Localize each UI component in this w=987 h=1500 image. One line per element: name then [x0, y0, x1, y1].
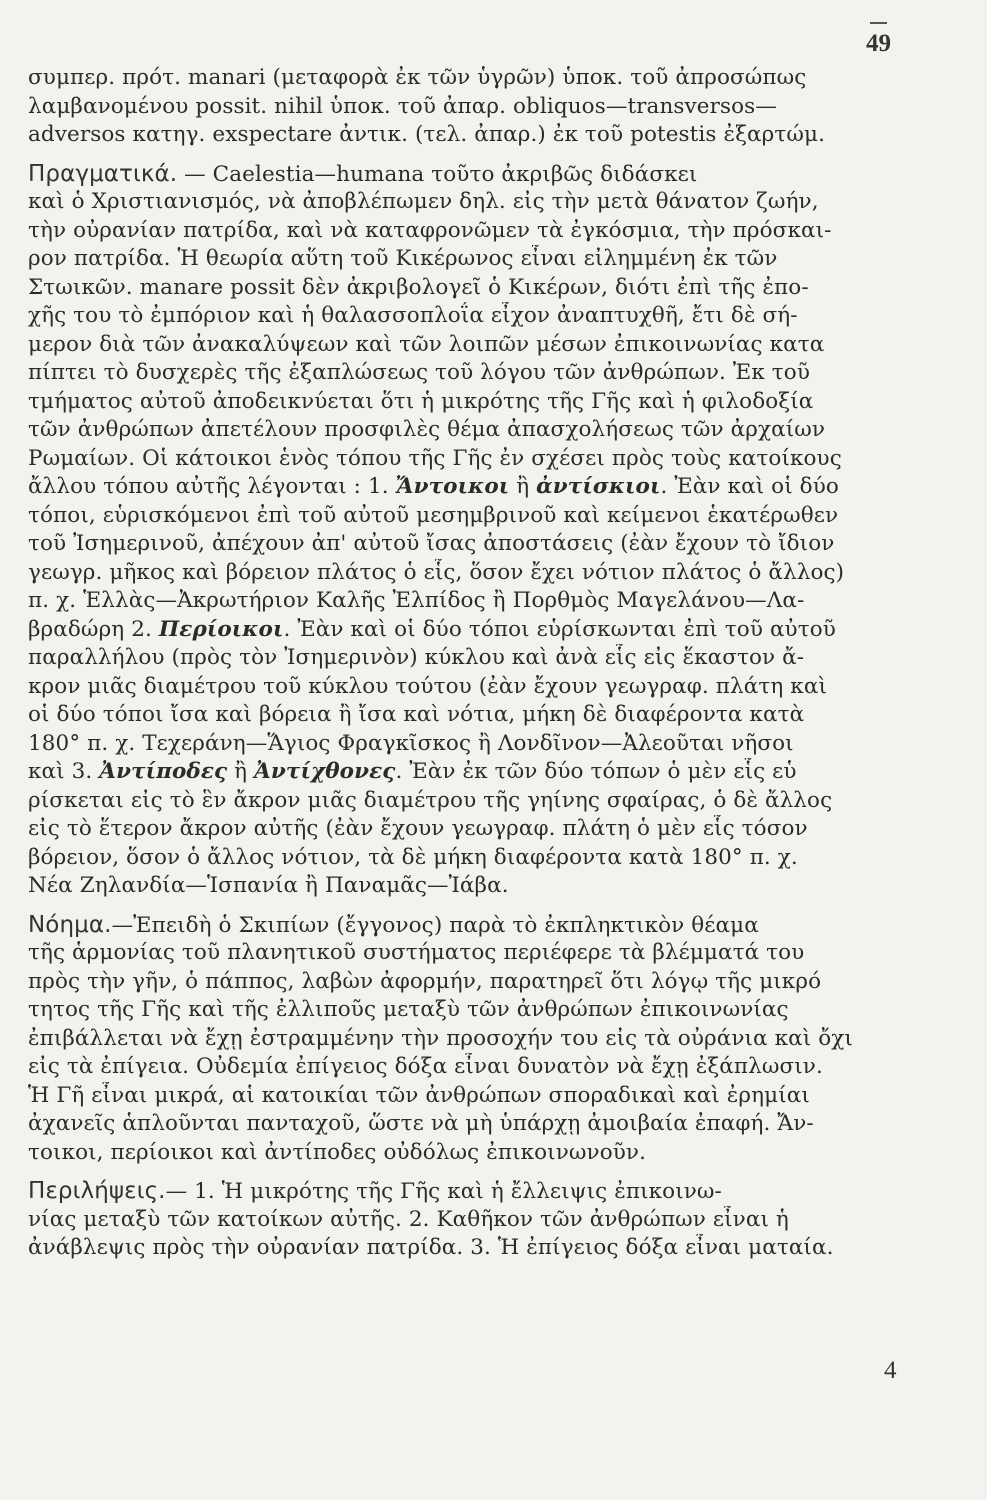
text-line [28, 968, 958, 997]
text-run: μερον διὰ τῶν ἀνακαλύψεων καὶ τῶν λοιπῶν μέσων ἐπικοινωνίας κατα [28, 331, 825, 357]
text-run: χῆς του τὸ ἐμπόριον καὶ ἡ θαλασσοπλοΐα εἶχον ἀναπτυχθῆ, ἔτι δὲ σή- [28, 303, 798, 328]
text-line [28, 160, 958, 189]
text-line [28, 815, 958, 844]
text-run: γεωγρ. μῆκος καὶ βόρειον πλάτος ὁ εἷς, ὅσον ἔχει νότιον πλάτος ὁ ἄλλος) [28, 559, 845, 585]
text-line [28, 1025, 958, 1054]
text-line [28, 93, 958, 122]
text-run: . Ἐὰν καὶ οἱ δύο [660, 474, 839, 499]
text-run: τῶν ἀνθρώπων ἀπετέλουν προσφιλὲς θέμα ἀπασχολήσεως τῶν ἀρχαίων [28, 417, 826, 442]
text-run: εἰς τὸ ἕτερον ἄκρον αὐτῆς (ἐὰν ἔχουν γεωγραφ. πλάτη ὁ μὲν εἷς τόσον [28, 816, 808, 841]
text-run: ἐπιβάλλεται νὰ ἔχῃ ἐστραμμένην τὴν προσοχήν του εἰς τὰ οὐράνια καὶ ὄχι [28, 1025, 853, 1051]
text-line [28, 388, 958, 417]
term-emphasis: Ἄντοικοι [395, 474, 510, 499]
text-run: π. χ. Ἑλλὰς—Ἀκρωτήριον Καλῆς Ἐλπίδος ἢ Πορθμὸς Μαγελάνου—Λα- [28, 588, 805, 613]
text-run: τμήματος αὐτοῦ ἀποδεικνύεται ὅτι ἡ μικρότης τῆς Γῆς καὶ ἡ φιλοδοξία [28, 388, 814, 414]
body-text [28, 64, 958, 1263]
text-line [28, 502, 958, 531]
text-run: ἢ [509, 474, 537, 499]
text-run: ρίσκεται εἰς τὸ ἓν ἄκρον μιᾶς διαμέτρου τῆς γηίνης σφαίρας, ὁ δὲ ἄλλος [28, 787, 833, 813]
text-line [28, 359, 958, 388]
section-heading: Νόημα. [28, 911, 112, 938]
text-line [28, 416, 958, 445]
text-line [28, 217, 958, 246]
text-run: πρὸς τὴν γῆν, ὁ πάππος, λαβὼν ἀφορμήν, παρατηρεῖ ὅτι λόγῳ τῆς μικρό [28, 968, 822, 994]
text-line [28, 644, 958, 673]
text-run: τῆς ἁρμονίας τοῦ πλανητικοῦ συστήματος περιέφερε τὰ βλέμματά του [28, 940, 805, 965]
text-run: τητος τῆς Γῆς καὶ τῆς ἐλλιποῦς μεταξὺ τῶν ἀνθρώπων ἐπικοινωνίας [28, 997, 789, 1022]
text-line [28, 530, 958, 559]
term-emphasis: Περίοικοι [158, 616, 284, 642]
text-run: — Caelestia—humana τοῦτο ἀκριβῶς διδάσκει [177, 161, 698, 187]
paragraph-gap [28, 150, 958, 160]
text-run: οἱ δύο τόποι ἴσα καὶ βόρεια ἢ ἴσα καὶ νότια, μήκη δὲ διαφέροντα κατὰ [28, 702, 805, 727]
text-run: ρον πατρίδα. Ἡ θεωρία αὕτη τοῦ Κικέρωνος εἶναι εἰλημμένη ἐκ τῶν [28, 246, 778, 271]
text-run: Ρωμαίων. Οἱ κάτοικοι ἑνὸς τόπου τῆς Γῆς ἐν σχέσει πρὸς τοὺς κατοίκους [28, 445, 842, 471]
text-run: . Ἐὰν ἐκ τῶν δύο τόπων ὁ μὲν εἷς εὑ [395, 759, 797, 784]
text-line [28, 121, 958, 150]
section-heading: Περιλήψεις. [28, 1178, 166, 1204]
text-line [28, 673, 958, 702]
term-emphasis: ἀντίσκιοι [536, 474, 661, 499]
text-run: —Ἐπειδὴ ὁ Σκιπίων (ἔγγονος) παρὰ τὸ ἐκπληκτικὸν θέαμα [111, 912, 759, 938]
text-run: τόποι, εὑρισκόμενοι ἐπὶ τοῦ αὐτοῦ μεσημβρινοῦ καὶ κείμενοι ἑκατέρωθεν [28, 502, 839, 528]
text-run: τοῦ Ἰσημερινοῦ, ἀπέχουν ἀπ' αὐτοῦ ἴσας ἀποστάσεις (ἐὰν ἔχουν τὸ ἴδιον [28, 531, 835, 556]
text-run: βραδώρη 2. [28, 616, 159, 642]
text-run: καὶ ὁ Χριστιανισμός, νὰ ἀποβλέπωμεν δηλ. εἰς τὴν μετὰ θάνατον ζωήν, [28, 189, 819, 214]
text-run: καὶ 3. [28, 759, 100, 784]
text-run: adversos κατηγ. exspectare ἀντικ. (τελ. ἀπαρ.) ἐκ τοῦ potestis ἐξαρτώμ. [28, 122, 826, 147]
text-line [28, 1082, 958, 1111]
text-line [28, 730, 958, 759]
text-line [28, 939, 958, 968]
text-line [28, 787, 958, 816]
text-line [28, 64, 958, 93]
signature-mark: 4 [884, 1357, 897, 1384]
text-run: νίας μεταξὺ τῶν κατοίκων αὐτῆς. 2. Καθῆκον τῶν ἀνθρώπων εἶναι ἡ [28, 1206, 789, 1232]
text-line [28, 188, 958, 217]
text-line [28, 758, 958, 787]
page-number: 49 [866, 30, 891, 57]
text-line [28, 1234, 958, 1263]
text-run: λαμβανομένου possit. nihil ὑποκ. τοῦ ἀπαρ. obliquos—transversos— [28, 93, 777, 119]
term-emphasis: Ἀντίποδες [99, 759, 228, 784]
text-run: συμπερ. πρότ. manari (μεταφορὰ ἐκ τῶν ὑγρῶν) ὑποκ. τοῦ ἀπροσώπως [28, 65, 807, 90]
text-run: Ἡ Γῆ εἶναι μικρά, αἱ κατοικίαι τῶν ἀνθρώπων σποραδικαὶ καὶ ἐρημίαι [28, 1082, 810, 1108]
text-line [28, 701, 958, 730]
text-run: 180° π. χ. Τεχεράνη—Ἅγιος Φραγκῖσκος ἢ Λονδῖνον—Ἀλεοῦται νῆσοι [28, 730, 794, 756]
text-run: — 1. Ἡ μικρότης τῆς Γῆς καὶ ἡ ἔλλειψις ἐπικοινω- [165, 1179, 722, 1204]
text-line [28, 616, 958, 645]
paragraph-gap [28, 901, 958, 911]
section-heading: Πραγματικά. [28, 160, 178, 187]
text-run: τὴν οὐρανίαν πατρίδα, καὶ νὰ καταφρονῶμεν τὰ ἐγκόσμια, τὴν πρόσκαι- [28, 217, 832, 243]
text-run: ἢ [227, 759, 255, 784]
text-line [28, 911, 958, 940]
text-line [28, 872, 958, 901]
text-line [28, 331, 958, 360]
text-run: εἰς τὰ ἐπίγεια. Οὐδεμία ἐπίγειος δόξα εἶναι δυνατὸν νὰ ἔχῃ ἐξάπλωσιν. [28, 1054, 823, 1079]
text-line [28, 473, 958, 502]
text-run: κρον μιᾶς διαμέτρου τοῦ κύκλου τούτου (ἐὰν ἔχουν γεωγραφ. πλάτη καὶ [28, 673, 827, 699]
text-line [28, 844, 958, 873]
text-run: ἄλλου τόπου αὐτῆς λέγονται : 1. [28, 474, 396, 499]
text-run: παραλλήλου (πρὸς τὸν Ἰσημερινὸν) κύκλου καὶ ἀνὰ εἷς εἰς ἕκαστον ἄ- [28, 645, 805, 670]
text-run: ἀχανεῖς ἁπλοῦνται πανταχοῦ, ὥστε νὰ μὴ ὑπάρχῃ ἀμοιβαία ἐπαφή. Ἄν- [28, 1111, 814, 1136]
text-line [28, 559, 958, 588]
text-line [28, 1110, 958, 1139]
text-run: βόρειον, ὅσον ὁ ἄλλος νότιον, τὰ δὲ μήκη διαφέροντα κατὰ 180° π. χ. [28, 844, 798, 870]
text-line [28, 1053, 958, 1082]
text-run: . Ἐὰν καὶ οἱ δύο τόποι εὑρίσκωνται ἐπὶ τοῦ αὐτοῦ [283, 616, 836, 642]
text-line [28, 1206, 958, 1235]
text-line [28, 302, 958, 331]
text-line [28, 587, 958, 616]
term-emphasis: Ἀντίχθονες [254, 759, 396, 784]
text-run: ἀνάβλεψις πρὸς τὴν οὐρανίαν πατρίδα. 3. Ἡ ἐπίγειος δόξα εἶναι ματαία. [28, 1235, 834, 1260]
text-line [28, 274, 958, 303]
text-line [28, 245, 958, 274]
text-line [28, 1177, 958, 1206]
text-run: τοικοι, περίοικοι καὶ ἀντίποδες οὐδόλως ἐπικοινωνοῦν. [28, 1139, 647, 1165]
text-line [28, 445, 958, 474]
text-run: Νέα Ζηλανδία—Ἱσπανία ἢ Παναμᾶς—Ἰάβα. [28, 873, 509, 898]
text-run: πίπτει τὸ δυσχερὲς τῆς ἐξαπλώσεως τοῦ λόγου τῶν ἀνθρώπων. Ἐκ τοῦ [28, 360, 810, 385]
text-line [28, 1139, 958, 1168]
text-line [28, 996, 958, 1025]
paragraph-gap [28, 1167, 958, 1177]
text-run: Στωικῶν. manare possit δὲν ἀκριβολογεῖ ὁ Κικέρων, διότι ἐπὶ τῆς ἐπο- [28, 274, 809, 300]
